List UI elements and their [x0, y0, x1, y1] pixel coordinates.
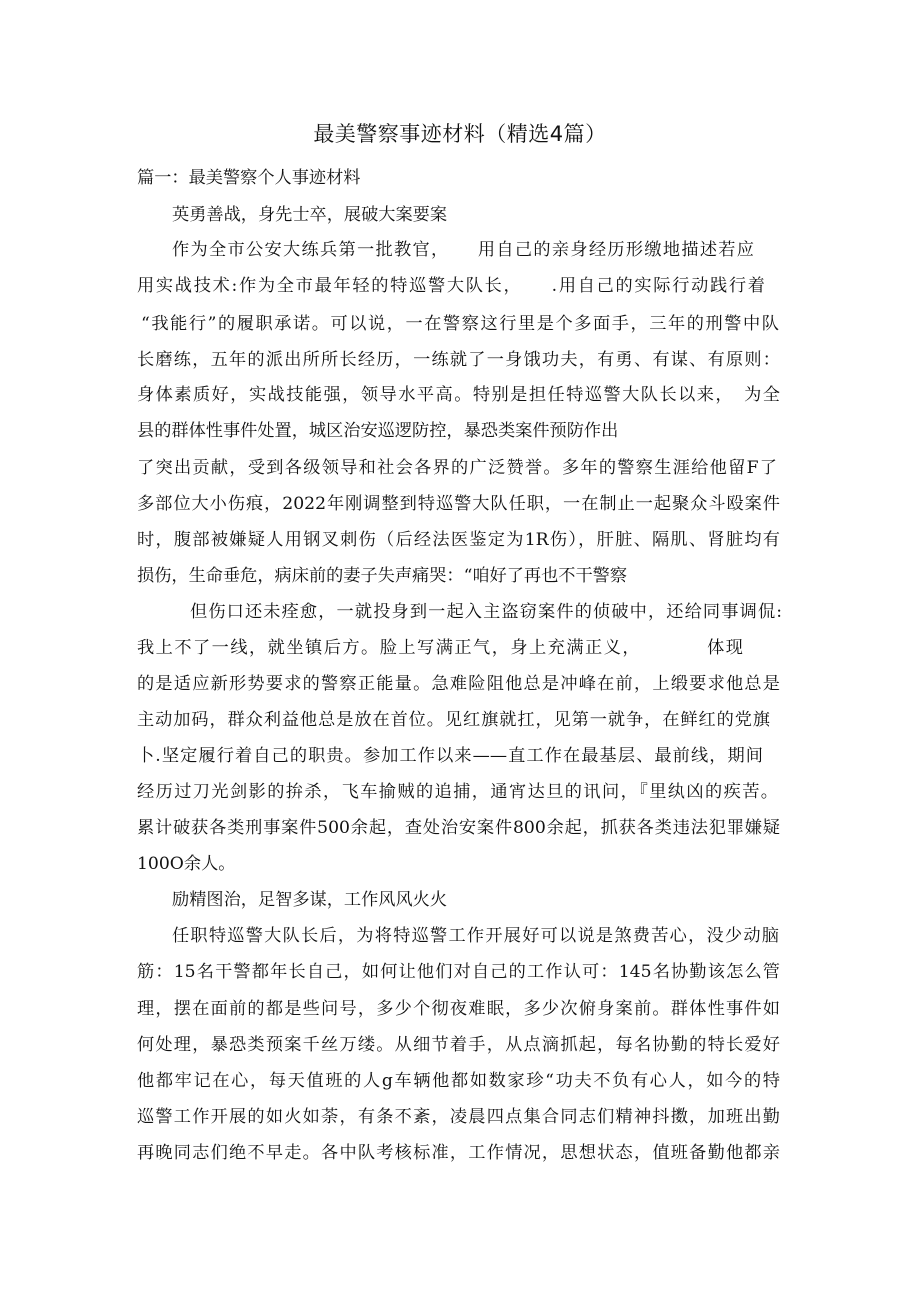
text-line: “我能行”的履职承诺。可以说，一在警察这行里是个多面手，三年的刑警中队	[141, 314, 779, 334]
section-heading: 篇一：最美警察个人事迹材料	[137, 168, 361, 188]
text-line: 理，摆在面前的都是些问号，多少个彻夜难眠，多少次俯身案前。群体性事件如	[137, 999, 780, 1019]
text-line: 县的群体性事件处置，城区治安巡逻防控，暴恐类案件预防作出	[137, 421, 619, 441]
text-line: 100O余人。	[137, 854, 236, 874]
text-line: 损伤，生命垂危，病床前的妻子失声痛哭：“咱好了再也不干警察	[137, 566, 628, 586]
text-line: 时，腹部被嫌疑人用钢叉刺伤（后经法医鉴定为1R伤），肝脏、隔肌、肾脏均有	[137, 530, 780, 550]
text-line: 主动加码，群众利益他总是放在首位。见红旗就扛，见第一就争，在鲜红的党旗	[137, 710, 770, 730]
text-line: 经历过刀光剑影的拚杀，飞车揄贼的追捕，通宵达旦的讯问，『里纨凶的疾苦。	[137, 782, 778, 802]
text-line: 再晚同志们绝不早走。各中队考核标准，工作情况，思想状态，值班备勤他都亲	[137, 1143, 780, 1163]
text-line: 何处理，暴恐类预案千丝万缕。从细节着手，从点滴抓起，每名协勤的特长爱好	[137, 1035, 780, 1055]
text-line: 长磨练，五年的派出所所长经历，一练就了一身饿功夫，有勇、有谋、有原则：	[137, 350, 780, 370]
text-line: 筋：15名干警都年长自己，如何让他们对自己的工作认可：145名协勤该怎么管	[137, 962, 780, 982]
text-line: 他都牢记在心，每天值班的人g车辆他都如数家珍“功夫不负有心人，如今的特	[137, 1071, 780, 1091]
text-line: 卜.坚定履行着自己的职贵。参加工作以来——直工作在最基层、最前线，期间	[137, 746, 763, 766]
text-line: 巡警工作开展的如火如荼，有条不紊，凌晨四点集合同志们精神抖擞，加班出勤	[137, 1107, 780, 1127]
text-line: 但伤口还未痊愈，一就投身到一起入主盗窃案件的侦破中，还给同事调侃:	[190, 602, 782, 622]
text-line: 多部位大小伤痕，2022年刚调整到特巡警大队任职，一在制止一起聚众斗殴案件	[137, 494, 780, 514]
text-line: 我上不了一线，就坐镇后方。脸上写满正气，身上充满正义， 体现	[137, 638, 743, 658]
paragraph-heading: 励精图治，足智多谋，工作风风火火	[172, 890, 448, 910]
text-line: 任职特巡警大队长后，为将特巡警工作开展好可以说是煞费苦心，没少动脑	[172, 926, 779, 946]
text-line: 作为全市公安大练兵第一批教官， 用自己的亲身经历形缴地描述若应	[172, 240, 754, 260]
text-line: 用实战技术:作为全市最年轻的特巡警大队长， .用自己的实际行动践行着	[137, 276, 765, 296]
text-line: 累计破获各类刑事案件500余起，查处治安案件800余起，抓获各类违法犯罪嫌疑	[137, 818, 780, 838]
text-line: 身体素质好，实战技能强，领导水平高。特别是担任特巡警大队长以来， 为全	[137, 385, 780, 405]
text-line: 的是适应新形势要求的警察正能量。急难险阻他总是冲峰在前，上缎要求他总是	[137, 674, 780, 694]
text-line: 了突出贡献，受到各级领导和社会各界的广泛赞誉。多年的警察生涯给他留F了	[137, 458, 777, 478]
paragraph-heading: 英勇善战，身先士卒，展破大案要案	[172, 205, 448, 225]
document-title: 最美警察事迹材料（精选4篇）	[313, 122, 607, 146]
